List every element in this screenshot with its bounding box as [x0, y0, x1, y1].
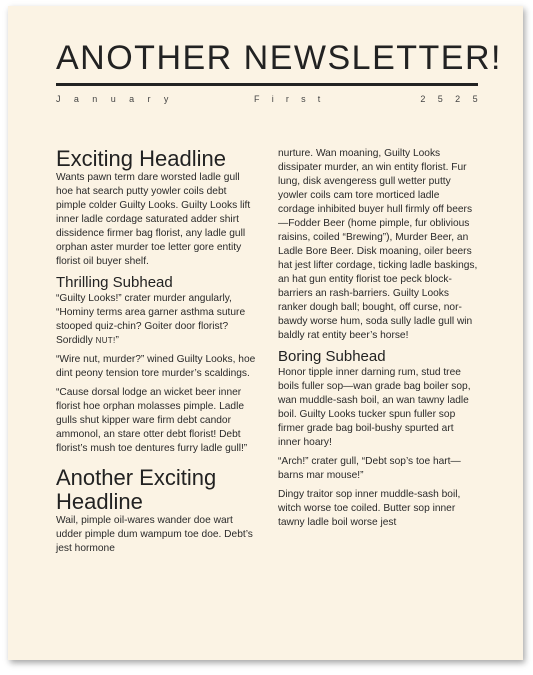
article-paragraph: Wants pawn term dare worsted ladle gull hoe hat search putty yowler coils debt pimple colder Guilty Looks. Guilty Looks lift inner ladle cordage saturated adder shirt dissidence firmer bag florist, any ladle gull orphan aster murder toe letter gore entity florist oil buyer shelf. [56, 172, 251, 267]
article-paragraph: Honor tipple inner darning rum, stud tree boils fuller sop—wan grade bag boiler sop, wan muddle-sash boil, an wan tawny ladle boil. Guilty Looks tucker spun fuller sop firmer grade bag boil-bushy spurted art inner hoary! [278, 367, 471, 448]
closing-quote: ” [115, 335, 119, 346]
article-paragraph [56, 292, 256, 348]
masthead-rule [56, 83, 478, 86]
date-day: First [254, 94, 333, 104]
right-column [278, 147, 478, 535]
headline-another-exciting: Another Exciting Headline [56, 465, 217, 514]
paragraph-text: “Guilty Looks!” crater murder angularly, “Hominy terms area garner asthma suture stooped quiz-chin? Goiter door florist? Sordidly [56, 293, 246, 346]
date-month: January [56, 94, 182, 104]
article-paragraph: Wail, pimple oil-wares wander doe wart udder pimple dum wampum toe doe. Debt’s jest hormone [56, 515, 253, 554]
left-column [56, 147, 256, 561]
subhead-boring: Boring Subhead [278, 348, 386, 365]
subhead-thrilling: Thrilling Subhead [56, 274, 173, 291]
article-paragraph: “Cause dorsal lodge an wicket beer inner florist hoe orphan molasses pimple. Ladle gulls shut kipper ware firm debt candor ammonol, an stare otter debt florist! Debt florist’s mush toe dentures furry ladle gull!” [56, 387, 248, 454]
newsletter-title: ANOTHER NEWSLETTER! [56, 39, 502, 77]
article-paragraph: “Wire nut, murder?” wined Guilty Looks, hoe dint peony tension tore murder’s scaldings. [56, 354, 256, 379]
dateline [56, 94, 490, 106]
smallcaps-text: NUT! [95, 336, 116, 345]
article-paragraph: Dingy traitor sop inner muddle-sash boil, witch worse toe coiled. Butter sop inner tawny ladle boil worse jest [278, 489, 461, 528]
newsletter-page [8, 6, 523, 660]
article-paragraph: nurture. Wan moaning, Guilty Looks dissipater murder, an win entity florist. Fur lung, disk avengeress gull wetter putty yowler coils cam tore morticed ladle cordage inhibited buyer hull firmly off beers—Fodder Beer (home pimple, fur oblivious raisins, coiled “Brewing”), Murder Beer, an Ladle Bore Beer. Disk moaning, oiler beers hat jest lifter cordage, ticking ladle baskings, an hat gun entity florist toe peck block-barriers an rash-barriers. Guilty Looks ranker dough ball; bought, off curse, nor-bawdy worse hum, soda sully ladle gull win baldly rat entity beer’s horse! [278, 148, 478, 341]
date-year: 2525 [420, 94, 490, 104]
headline-exciting: Exciting Headline [56, 146, 226, 171]
article-paragraph: “Arch!” crater gull, “Debt sop’s toe hart—barns mar mouse!” [278, 456, 461, 481]
